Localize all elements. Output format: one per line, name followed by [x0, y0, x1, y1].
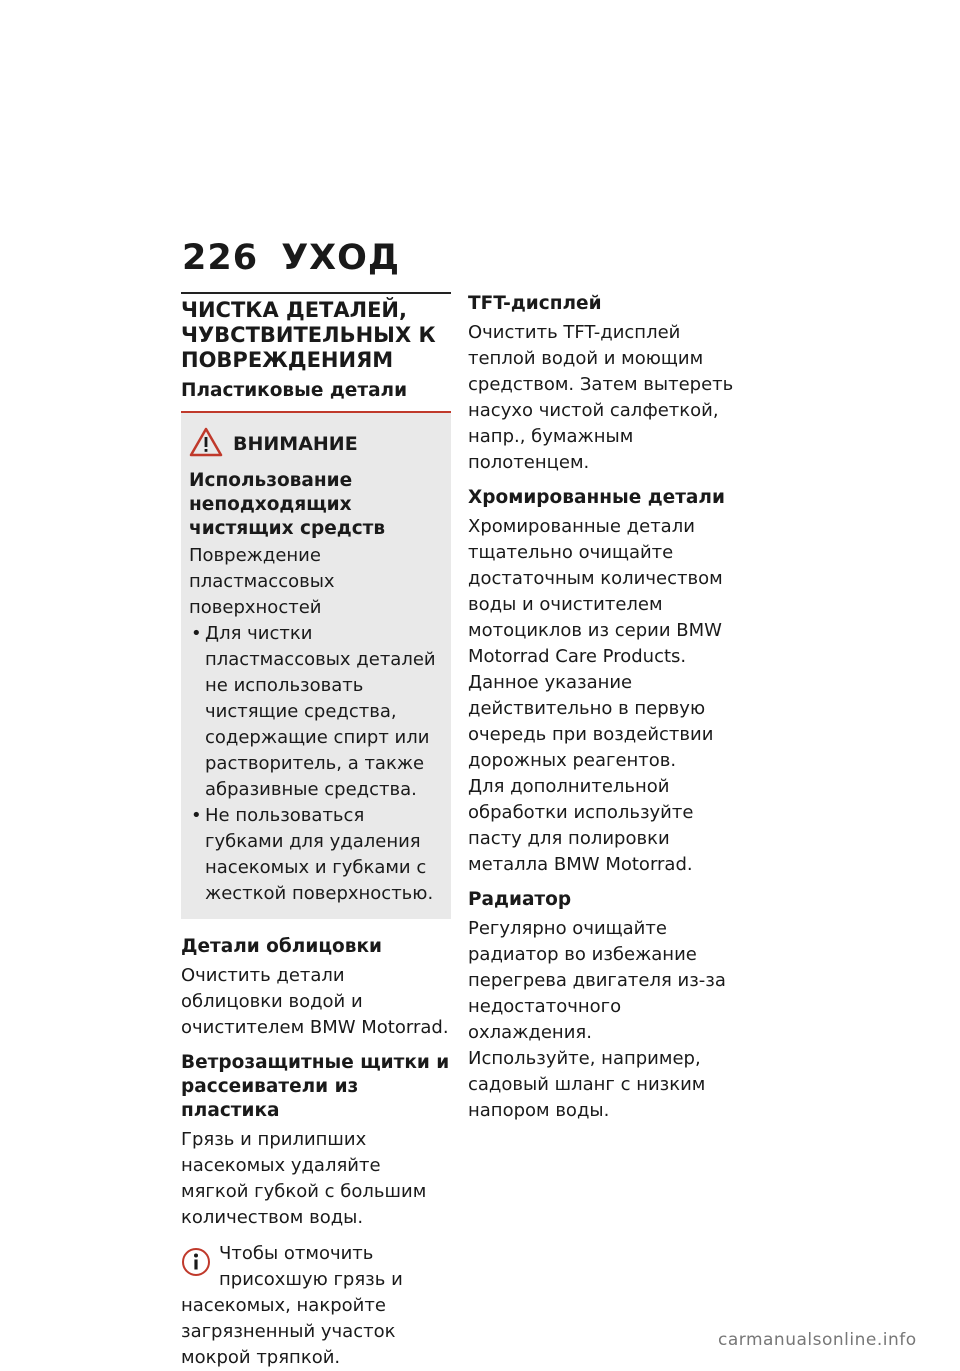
section-title: ЧИСТКА ДЕТАЛЕЙ, ЧУВСТВИТЕЛЬНЫХ К ПОВРЕЖДЕНИЯМ	[181, 298, 436, 372]
fairing-text: Очистить детали облицовки водой и очистителем BMW Motorrad.	[181, 965, 449, 1038]
radiator-text-2: Используйте, например, садовый шланг с низким напором воды.	[468, 1048, 706, 1121]
radiator-title: Радиатор	[468, 889, 572, 910]
radiator-text-1: Регулярно очищайте радиатор во избежание перегрева двигателя из-за недостаточного охлаждения.	[468, 918, 726, 1043]
chapter-title: УХОД	[281, 238, 401, 278]
radiator-section	[468, 888, 738, 1124]
tft-section	[468, 292, 738, 476]
warning-label: ВНИМАНИЕ	[233, 433, 358, 455]
warning-triangle-icon	[189, 427, 233, 461]
plastic-title: Пластиковые детали	[181, 380, 408, 401]
warning-consequence: Повреждение пластмассовых поверхностей	[189, 545, 335, 618]
warning-header	[189, 427, 445, 461]
right-column	[468, 292, 738, 1134]
windshield-section	[181, 1051, 451, 1231]
list-item: • Для чистки пластмассовых деталей не использовать чистящие средства, содержащие спирт или растворитель, а также абразивные средства.	[189, 621, 445, 803]
watermark: carmanualsonline.info	[718, 1330, 917, 1350]
left-column	[181, 292, 451, 1371]
fairing-title: Детали облицовки	[181, 936, 382, 957]
windshield-text: Грязь и прилипших насекомых удаляйте мягкой губкой с большим количеством воды.	[181, 1129, 427, 1228]
tft-title: TFT-дисплей	[468, 293, 602, 314]
chrome-text-1: Хромированные детали тщательно очищайте достаточным количеством воды и очистителем мотоциклов из серии BMW Motorrad Care Products. Данное указание действительно в первую очередь при воздействии дорожных реагентов.	[468, 516, 723, 771]
windshield-title: Ветрозащитные щитки и рассеиватели из пластика	[181, 1052, 450, 1121]
section-rule	[181, 292, 451, 294]
page-number: 226	[182, 238, 259, 278]
info-text: Чтобы отмочить присохшую грязь и насекомых, накройте загрязненный участок мокрой тряпкой.	[181, 1243, 403, 1368]
warning-box	[181, 413, 451, 919]
chrome-text-2: Для дополнительной обработки используйте пасту для полировки металла BMW Motorrad.	[468, 776, 694, 875]
chrome-title: Хромированные детали	[468, 487, 725, 508]
warning-bullets	[189, 621, 445, 907]
chrome-section	[468, 486, 738, 878]
page-header	[182, 238, 400, 278]
list-item: • Не пользоваться губками для удаления насекомых и губками с жесткой поверхностью.	[189, 803, 445, 907]
info-note	[181, 1241, 451, 1371]
tft-text: Очистить TFT-дисплей теплой водой и моющим средством. Затем вытереть насухо чистой салфеткой, напр., бумажным полотенцем.	[468, 322, 734, 473]
warning-title: Использование неподходящих чистящих средств	[189, 470, 386, 539]
fairing-section	[181, 935, 451, 1041]
